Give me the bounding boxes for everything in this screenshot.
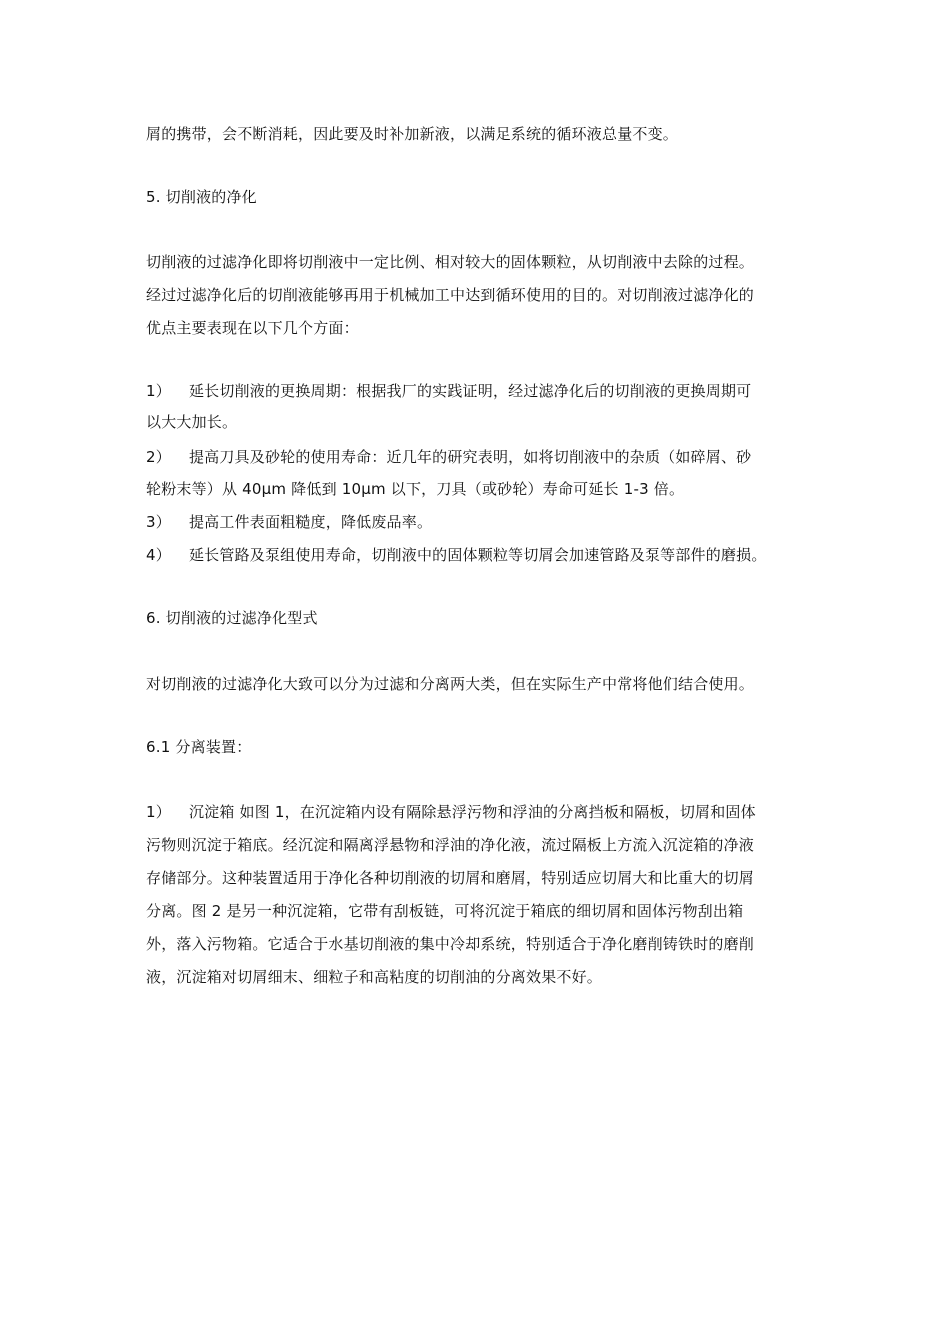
list-item: [146, 512, 432, 532]
paragraph-line: 经过过滤净化后的切削液能够再用于机械加工中达到循环使用的目的。对切削液过滤净化的: [146, 286, 755, 304]
list-item: [146, 381, 751, 401]
list-number: 3）: [146, 513, 171, 531]
paragraph-line: 优点主要表现在以下几个方面：: [146, 319, 359, 337]
list-item: [146, 802, 756, 822]
list-item-continuation: 分离。图 2 是另一种沉淀箱，它带有刮板链，可将沉淀于箱底的细切屑和固体污物刮出箱: [146, 902, 744, 920]
list-item-continuation: 外，落入污物箱。它适合于水基切削液的集中冷却系统，特别适合于净化磨削铸铁时的磨削: [146, 935, 755, 953]
list-number: 4）: [146, 546, 171, 564]
list-item-continuation: 液，沉淀箱对切屑细末、细粒子和高粘度的切削油的分离效果不好。: [146, 968, 603, 986]
list-item: [146, 447, 751, 467]
list-text: 沉淀箱 如图 1，在沉淀箱内设有隔除悬浮污物和浮油的分离挡板和隔板，切屑和固体: [188, 803, 756, 821]
list-number: 1）: [146, 382, 171, 400]
paragraph-continuation: 屑的携带，会不断消耗，因此要及时补加新液，以满足系统的循环液总量不变。: [146, 125, 679, 143]
list-item-continuation: 以大大加长。: [146, 413, 238, 431]
paragraph-line: 对切削液的过滤净化大致可以分为过滤和分离两大类，但在实际生产中常将他们结合使用。: [146, 675, 755, 693]
section-heading-6: 6. 切削液的过滤净化型式: [146, 609, 318, 627]
section-heading-6-1: 6.1 分离装置：: [146, 738, 252, 756]
list-number: 2）: [146, 448, 171, 466]
list-number: 1）: [146, 803, 171, 821]
list-item-continuation: 存储部分。这种装置适用于净化各种切削液的切屑和磨屑，特别适应切屑大和比重大的切屑: [146, 869, 755, 887]
list-text: 延长管路及泵组使用寿命，切削液中的固体颗粒等切屑会加速管路及泵等部件的磨损。: [188, 546, 767, 564]
paragraph-line: 切削液的过滤净化即将切削液中一定比例、相对较大的固体颗粒，从切削液中去除的过程。: [146, 253, 755, 271]
list-text: 提高刀具及砂轮的使用寿命：近几年的研究表明，如将切削液中的杂质（如碎屑、砂: [188, 448, 752, 466]
list-text: 提高工件表面粗糙度，降低废品率。: [188, 513, 433, 531]
list-text: 延长切削液的更换周期：根据我厂的实践证明，经过滤净化后的切削液的更换周期可: [188, 382, 752, 400]
list-item-continuation: 轮粉末等）从 40μm 降低到 10μm 以下，刀具（或砂轮）寿命可延长 1-3 倍。: [146, 480, 685, 498]
section-heading-5: 5. 切削液的净化: [146, 188, 257, 206]
list-item-continuation: 污物则沉淀于箱底。经沉淀和隔离浮悬物和浮油的净化液，流过隔板上方流入沉淀箱的净液: [146, 836, 755, 854]
list-item: [146, 545, 767, 565]
